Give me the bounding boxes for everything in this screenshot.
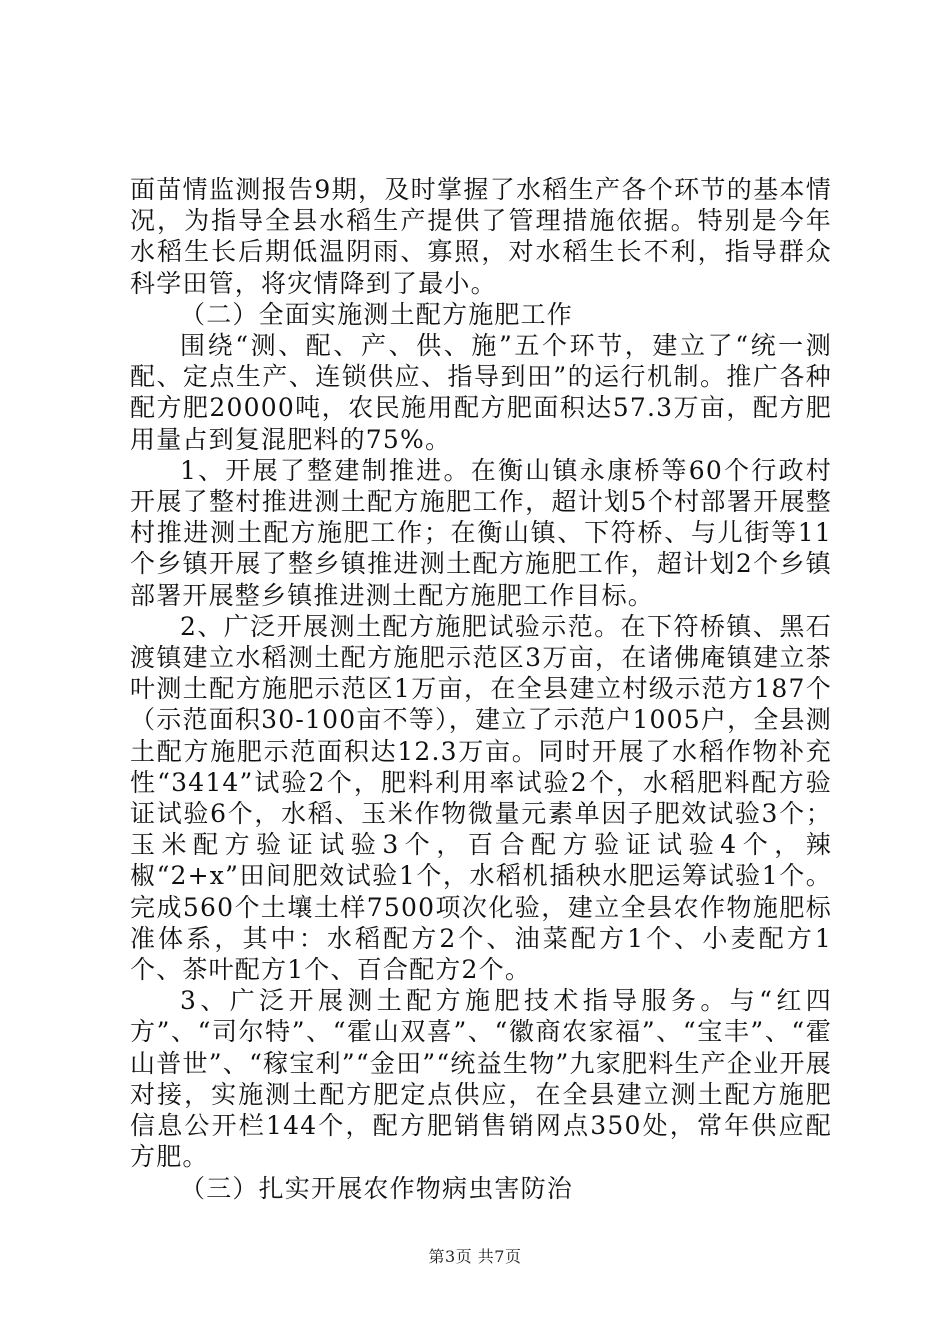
paragraph-item-2: 2、广泛开展测土配方施肥试验示范。在下符桥镇、黑石渡镇建立水稻测土配方施肥示范区3万亩，在诸佛庵镇建立茶叶测土配方施肥示范区1万亩，在全县建立村级示范方187个（示范面积30-100亩不等），建立了示范户1005户，全县测土配方施肥示范面积达12.3万亩。同时开展了水稻作物补充性“3414”试验2个，肥料利用率试验2个，水稻肥料配方验证试验6个，水稻、玉米作物微量元素单因子肥效试验3个；玉米配方验证试验3个，百合配方验证试验4个，辣椒“2+x”田间肥效试验1个，水稻机插秧水肥运筹试验1个。完成560个土壤土样7500项次化验，建立全县农作物施肥标准体系，其中：水稻配方2个、油菜配方1个、小麦配方1个、茶叶配方1个、百合配方2个。: [130, 611, 832, 985]
paragraph-continuation: 面苗情监测报告9期，及时掌握了水稻生产各个环节的基本情况，为指导全县水稻生产提供了管理措施依据。特别是今年水稻生长后期低温阴雨、寡照，对水稻生长不利，指导群众科学田管，将灾情降到了最小。: [130, 175, 832, 298]
section-heading-2: （二）全面实施测土配方施肥工作: [180, 299, 574, 329]
document-body: [130, 174, 832, 1204]
paragraph-item-1: 1、开展了整建制推进。在衡山镇永康桥等60个行政村开展了整村推进测土配方施肥工作，超计划5个村部署开展整村推进测土配方施肥工作；在衡山镇、下符桥、与儿街等11个乡镇开展了整乡镇推进测土配方施肥工作，超计划2个乡镇部署开展整乡镇推进测土配方施肥工作目标。: [130, 455, 832, 610]
page-footer: 第3页 共7页: [428, 1247, 522, 1266]
paragraph-item-3: 3、广泛开展测土配方施肥技术指导服务。与“红四方”、“司尔特”、“霍山双喜”、“徽商农家福”、“宝丰”、“霍山普世”、“稼宝利”“金田”“统益生物”九家肥料生产企业开展对接，实施测土配方肥定点供应，在全县建立测土配方施肥信息公开栏144个，配方肥销售销网点350处，常年供应配方肥。: [130, 986, 832, 1172]
paragraph-mechanism: 围绕“测、配、产、供、施”五个环节，建立了“统一测配、定点生产、连锁供应、指导到田”的运行机制。推广各种配方肥20000吨，农民施用配方肥面积达57.3万亩，配方肥用量占到复混肥料的75%。: [130, 331, 832, 454]
section-heading-3: （三）扎实开展农作物病虫害防治: [180, 1173, 574, 1203]
